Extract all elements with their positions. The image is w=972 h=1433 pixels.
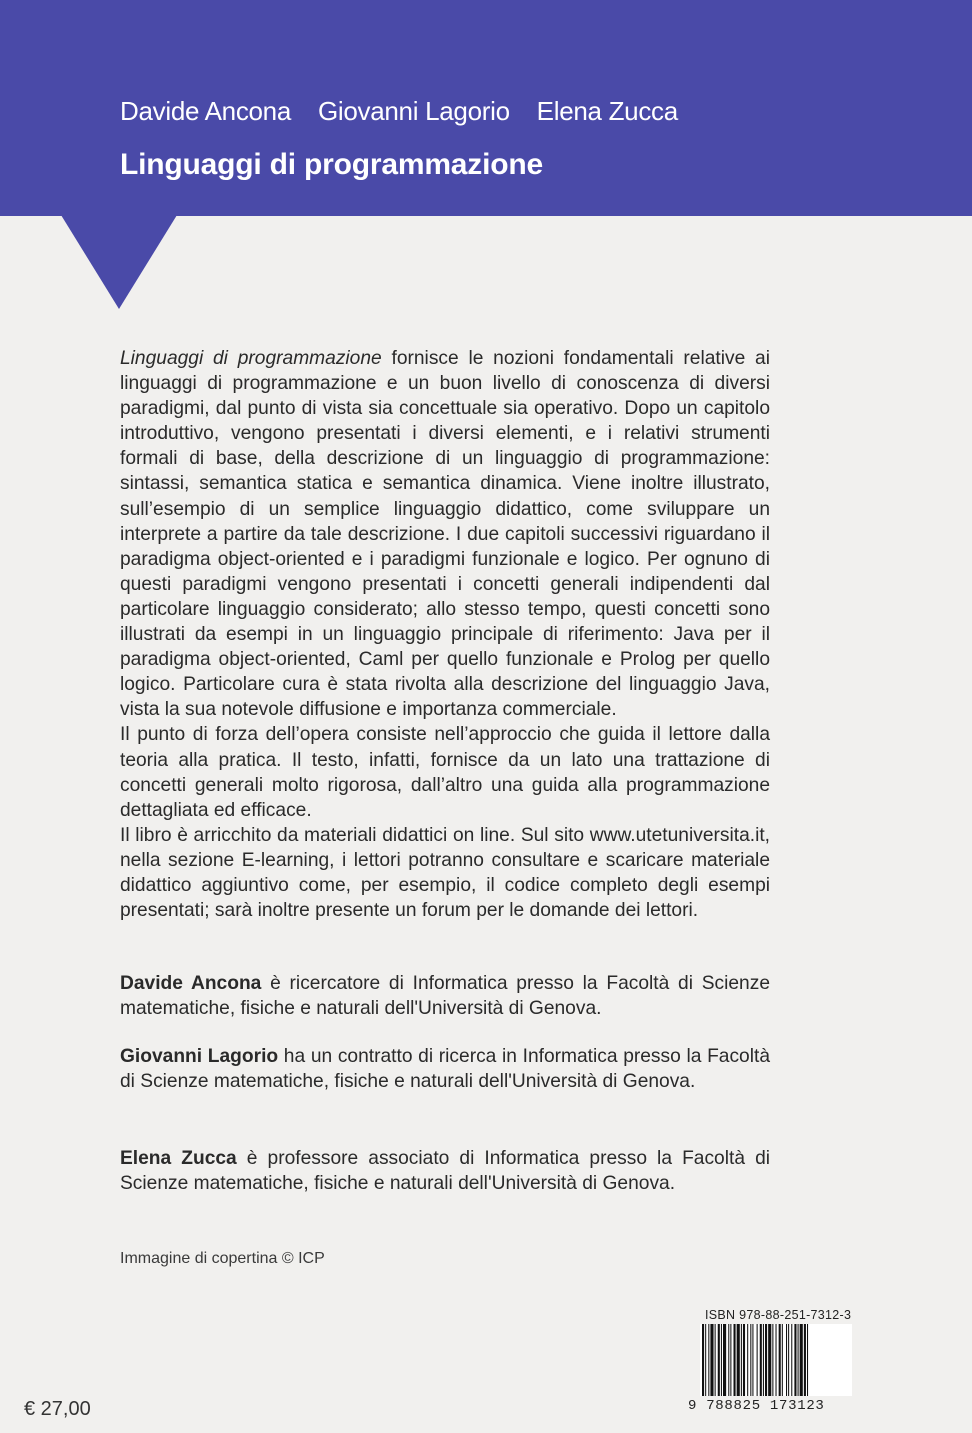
barcode-icon bbox=[700, 1324, 852, 1396]
barcode bbox=[700, 1324, 852, 1396]
cover-image-credit: Immagine di copertina © ICP bbox=[120, 1250, 325, 1267]
description-title-italic: Linguaggi di programmazione bbox=[120, 348, 382, 369]
author-name: Giovanni Lagorio bbox=[317, 96, 510, 126]
header-triangle bbox=[61, 215, 177, 309]
book-description bbox=[120, 346, 770, 923]
author-name: Davide Ancona bbox=[120, 96, 292, 126]
description-text: fornisce le nozioni fondamentali relative ai linguaggi di programmazione e un buon livello di conoscenza di diversi paradigmi, dal punto di vista sia concettuale sia operativo. Dopo un capitolo introduttivo, vengono presentati i diversi elementi, e i relativi strumenti formali di base, della descrizione di un linguaggio di programmazione: sintassi, semantica statica e semantica dinamica. Viene inoltre illustrato, sull’esempio di un semplice linguaggio didattico, come sviluppare un interprete a partire da tale descrizione. I due capitoli successivi riguardano il paradigma object-oriented e i paradigmi funzionale e logico. Per ognuno di questi paradigmi vengono presentati i concetti generali indipendenti dal particolare linguaggio considerato; allo stesso tempo, questi concetti sono illustrati da esempi in un linguaggio principale di riferimento: Java per il paradigma object-oriented, Caml per quello funzionale e Prolog per quello logico. Particolare cura è stata rivolta alla descrizione del linguaggio Java, vista la sua notevole diffusione e importanza commerciale. bbox=[120, 348, 770, 721]
isbn: ISBN 978-88-251-7312-3 bbox=[705, 1308, 852, 1322]
bio-text: ha un contratto di ricerca in Informatica presso la Facoltà di Scienze matematiche, fisiche e naturali dell'Università di Genova. bbox=[120, 1046, 770, 1093]
author-bio bbox=[120, 1146, 770, 1196]
price: € 27,00 bbox=[24, 1398, 91, 1420]
book-title: Linguaggi di programmazione bbox=[120, 148, 543, 181]
author-bio bbox=[120, 971, 770, 1021]
authors-line bbox=[120, 96, 698, 127]
bio-name: Davide Ancona bbox=[120, 973, 262, 994]
bio-name: Elena Zucca bbox=[120, 1148, 237, 1169]
description-paragraph: Il libro è arricchito da materiali didattici on line. Sul sito www.utetuniversita.it, nella sezione E-learning, i lettori potranno consultare e scaricare materiale didattico aggiuntivo come, per esempio, il codice completo degli esempi presentati; sarà inoltre presente un forum per le domande dei lettori. bbox=[120, 824, 770, 922]
bio-text: è ricercatore di Informatica presso la Facoltà di Scienze matematiche, fisiche e naturali dell'Università di Genova. bbox=[120, 973, 770, 1020]
bio-text: è professore associato di Informatica presso la Facoltà di Scienze matematiche, fisiche e naturali dell'Università di Genova. bbox=[120, 1148, 770, 1195]
bio-name: Giovanni Lagorio bbox=[120, 1046, 279, 1067]
header-band bbox=[0, 0, 972, 216]
author-bio bbox=[120, 1044, 770, 1094]
description-paragraph bbox=[120, 346, 770, 722]
author-name: Elena Zucca bbox=[536, 96, 678, 126]
barcode-digits: 9 788825 173123 bbox=[688, 1398, 825, 1414]
description-paragraph: Il punto di forza dell’opera consiste nell’approccio che guida il lettore dalla teoria alla pratica. Il testo, infatti, fornisce da un lato una trattazione di concetti generali molto rigorosa, dall’altro una guida alla programmazione dettagliata ed efficace. bbox=[120, 724, 770, 821]
